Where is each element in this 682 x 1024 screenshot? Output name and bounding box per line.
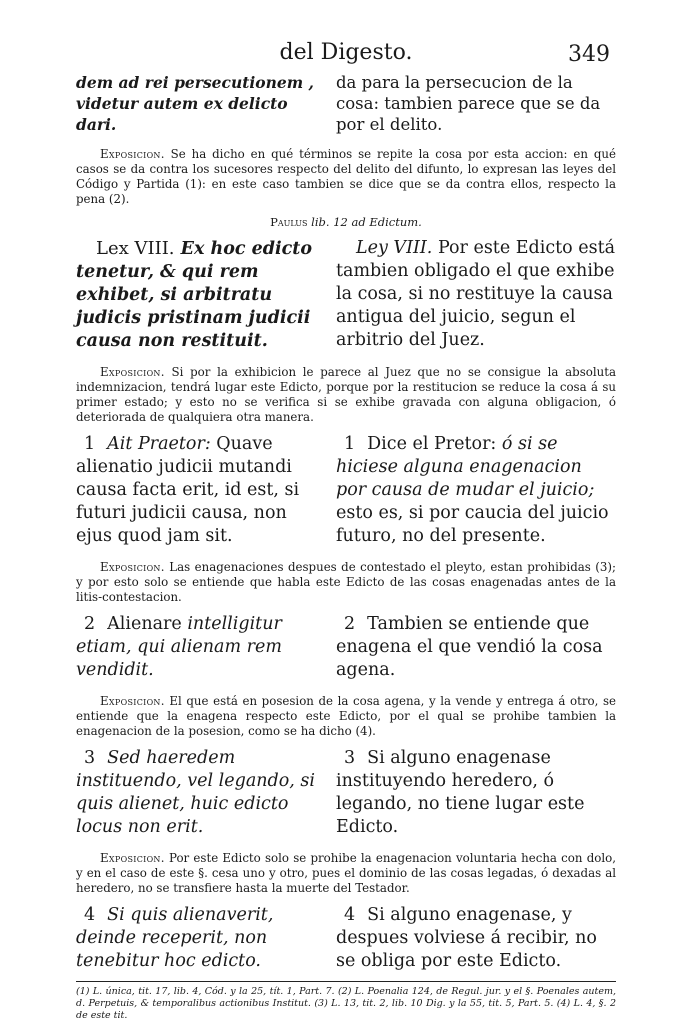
latin-text: dem ad rei persecutionem , videtur autem ex delicto dari. xyxy=(76,73,314,134)
text-block-1 xyxy=(76,72,616,135)
latin-text: Sed haeredem instituendo, vel legando, si quis alienet, huic edicto locus non erit. xyxy=(76,748,315,837)
exposicion-text: Si por la exhibicion le parece al Juez que no se consigue la absoluta indemnizacion, tendrá lugar este Edicto, porque por la restitucion se reduce la cosa á su primer estado; y esto no se verifica si se exhibe gravada con alguna obligacion, ó deteriorada de qualquiera otra manera. xyxy=(76,365,616,424)
paragraph-number: 1 xyxy=(84,434,96,454)
exposicion-text: Las enagenaciones despues de contestado el pleyto, estan prohibidas (3); y por esto solo se entiende que habla este Edicto de las cosas enagenadas antes de la litis-contestacion. xyxy=(76,560,616,604)
lex-8-spanish-title: Ley VIII. xyxy=(356,238,433,258)
exposicion-text: Por este Edicto solo se prohibe la enagenacion voluntaria hecha con dolo, y en el caso de este §. cesa uno y otro, pues el dominio de las cosas legadas, ó dexadas al heredero, no se transfiere hasta la muerte del Testador. xyxy=(76,851,616,895)
spanish-text: Tambien se entiende que enagena el que vendió la cosa agena. xyxy=(336,614,603,680)
paragraph-1-latin xyxy=(76,433,316,548)
paragraph-3-latin xyxy=(76,747,316,839)
paragraph-number: 1 xyxy=(344,434,356,454)
paragraph-number: 4 xyxy=(84,905,96,925)
source-citation xyxy=(76,215,616,229)
spanish-lead: Dice el Pretor: xyxy=(367,434,497,454)
paragraph-number: 3 xyxy=(84,748,96,768)
paragraph-3-spanish xyxy=(336,747,616,839)
spanish-text: Si alguno enagenase, y despues volviese á recibir, no se obliga por este Edicto. xyxy=(336,905,597,971)
page xyxy=(76,38,616,1022)
paragraph-number: 2 xyxy=(84,614,96,634)
latin-lead: Ait Praetor: xyxy=(107,434,211,454)
lex-8-latin-text: Ex hoc edicto tenetur, & qui rem exhibet, si arbitratu judicis pristinam judicii causa non restituit. xyxy=(76,239,313,351)
exposicion-label: Exposicion. xyxy=(100,560,165,574)
exposicion-text: El que está en posesion de la cosa agena, y la vende y entrega á otro, se entiende que la enagena respecto este Edicto, por el qual se prohibe tambien la enagenacion de la posesion, como se ha dicho (4). xyxy=(76,694,616,738)
exposicion-1 xyxy=(76,147,616,207)
paragraph-number: 2 xyxy=(344,614,356,634)
source-ref: lib. 12 ad Edictum. xyxy=(307,215,422,229)
page-header xyxy=(76,38,616,72)
paragraph-number: 4 xyxy=(344,905,356,925)
spanish-text: da para la persecucion de la cosa: tambien parece que se da por el delito. xyxy=(336,73,601,134)
latin-text: intelligitur etiam, qui alienam rem vendidit. xyxy=(76,614,282,680)
running-title: del Digesto. xyxy=(279,40,413,65)
spanish-italic: ó si se hiciese alguna enagenacion por causa de mudar el juicio; xyxy=(336,434,595,500)
paragraph-1-spanish xyxy=(336,433,616,548)
footnote-divider xyxy=(76,981,616,982)
exposicion-5 xyxy=(76,851,616,896)
lex-8-latin-title: Lex VIII. xyxy=(96,238,175,259)
exposicion-4 xyxy=(76,694,616,739)
paragraph-4 xyxy=(76,904,616,973)
paragraph-2-spanish xyxy=(336,613,616,682)
latin-lead: Alienare xyxy=(107,614,182,634)
lex-8-spanish-text: Por este Edicto está tambien obligado el que exhibe la cosa, si no restituye la causa antigua del juicio, segun el arbitrio del Juez. xyxy=(336,238,616,350)
lex-8-latin xyxy=(76,237,316,353)
paragraph-3 xyxy=(76,747,616,839)
exposicion-label: Exposicion. xyxy=(100,851,165,865)
exposicion-label: Exposicion. xyxy=(100,365,165,379)
footnotes: (1) L. única, tit. 17, lib. 4, Cód. y la 25, tít. 1, Part. 7. (2) L. Poenalia 124, de Regul. jur. y el §. Poenales autem, d. Perpetuis, & temporalibus actionibus Institut. (3) L. 13, tit. 2, lib. 10 Dig. y la 55, tit. 5, Part. 5. (4) L. 4, §. 2 de este tit. xyxy=(76,986,616,1021)
spanish-text: esto es, si por caucia del juicio futuro, no del presente. xyxy=(336,503,609,546)
exposicion-text: Se ha dicho en qué términos se repite la cosa por esta accion: en qué casos se da contra los sucesores respecto del delito del difunto, lo expresan las leyes del Código y Partida (1): en este caso tambien se dice que se da contra ellos, respecto la pena (2). xyxy=(76,147,616,206)
paragraph-1 xyxy=(76,433,616,548)
lex-8-spanish xyxy=(336,237,616,353)
page-number: 349 xyxy=(568,42,610,67)
latin-text: Quave alienatio judicii mutandi causa facta erit, id est, si futuri judicii causa, non ejus quod jam sit. xyxy=(76,434,300,546)
paragraph-2-latin xyxy=(76,613,316,682)
paragraph-4-latin xyxy=(76,904,316,973)
exposicion-label: Exposicion. xyxy=(100,147,165,161)
source-author: Paulus xyxy=(270,215,308,229)
exposicion-label: Exposicion. xyxy=(100,694,165,708)
exposicion-3 xyxy=(76,560,616,605)
latin-text: Si quis alienaverit, deinde receperit, non tenebitur hoc edicto. xyxy=(76,905,274,971)
spanish-text: Si alguno enagenase instituyendo heredero, ó legando, no tiene lugar este Edicto. xyxy=(336,748,585,837)
exposicion-2 xyxy=(76,365,616,425)
lex-8 xyxy=(76,237,616,353)
paragraph-number: 3 xyxy=(344,748,356,768)
paragraph-2 xyxy=(76,613,616,682)
paragraph-4-spanish xyxy=(336,904,616,973)
